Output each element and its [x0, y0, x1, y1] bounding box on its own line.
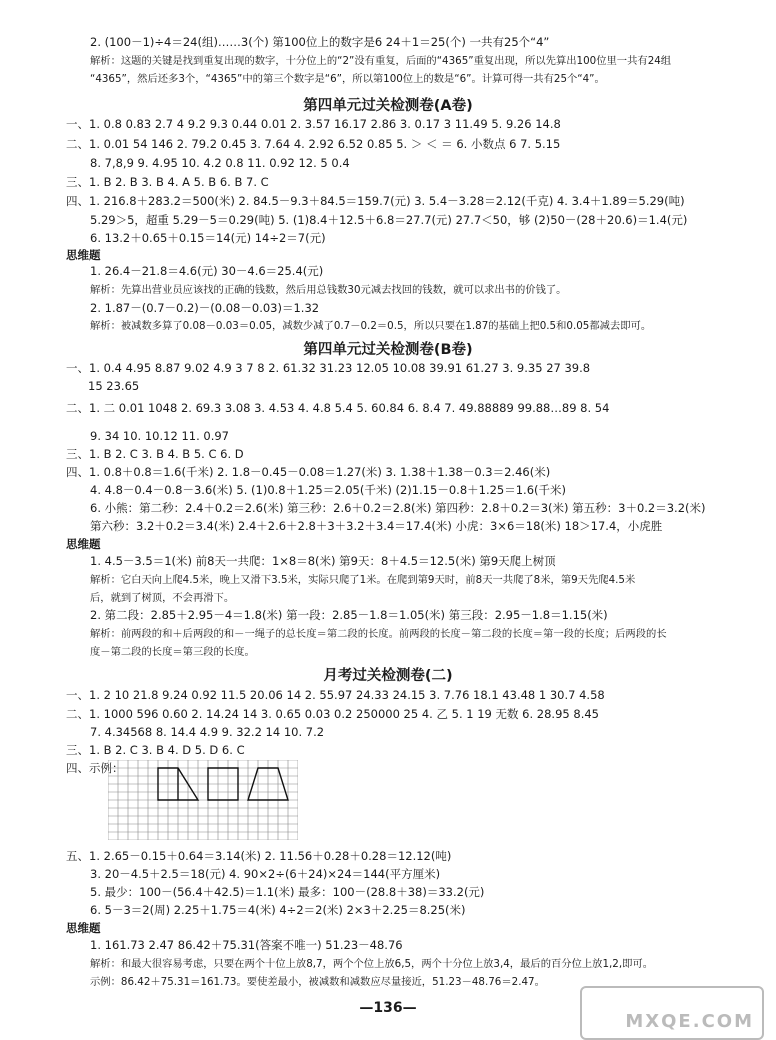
- analysis-line: 解析：被减数多算了0.08－0.03＝0.05，减数少减了0.7－0.2＝0.5，所以只要在1.87的基础上把0.5和0.05都减去即可。: [90, 320, 652, 332]
- subsection-title: 思维题: [66, 537, 101, 551]
- answer-line: 一、1. 0.8 0.83 2.7 4 9.2 9.3 0.44 0.01 2. 3.57 16.17 2.86 3. 0.17 3 11.49 5. 9.26 14.8: [66, 117, 561, 131]
- analysis-line: 度－第二段的长度＝第三段的长度。: [90, 646, 255, 658]
- answer-line: 四、示例：: [66, 761, 124, 775]
- answer-line: 四、1. 216.8＋283.2＝500(米) 2. 84.5－9.3＋84.5＝159.7(元) 3. 5.4－3.28＝2.12(千克) 4. 3.4＋1.89＝5.29(吨): [66, 194, 685, 208]
- answer-line: 三、1. B 2. C 3. B 4. D 5. D 6. C: [66, 743, 245, 757]
- answer-line: 6. 5－3＝2(周) 2.25＋1.75＝4(米) 4÷2＝2(米) 2×3＋2.25＝8.25(米): [90, 903, 466, 917]
- answer-line: 3. 20－4.5＋2.5＝18(元) 4. 90×2÷(6＋24)×24＝144(平方厘米): [90, 867, 441, 881]
- subsection-title: 思维题: [66, 921, 101, 935]
- answer-line: 四、1. 0.8＋0.8＝1.6(千米) 2. 1.8－0.45－0.08＝1.27(米) 3. 1.38＋1.38－0.3＝2.46(米): [66, 465, 551, 479]
- answer-line: 1. 26.4－21.8＝4.6(元) 30－4.6＝25.4(元): [90, 264, 324, 278]
- analysis-line: 解析：先算出营业员应该找的正确的钱数，然后用总钱数30元减去找回的钱数，就可以求出书的价钱了。: [90, 284, 567, 296]
- answer-line: 7. 4.34568 8. 14.4 4.9 9. 32.2 14 10. 7.2: [90, 725, 325, 739]
- analysis-line: 解析：前两段的和＋后两段的和－一绳子的总长度＝第二段的长度。前两段的长度－第二段的长度＝第一段的长度；后两段的长: [90, 628, 667, 640]
- watermark-logo: [580, 986, 764, 1040]
- answer-line: 一、1. 0.4 4.95 8.87 9.02 4.9 3 7 8 2. 61.32 31.23 12.05 10.08 39.91 61.27 3. 9.35 27 39.8: [66, 361, 591, 375]
- analysis-line: 示例：86.42＋75.31＝161.73。要使差最小，被减数和减数应尽量接近，51.23－48.76＝2.47。: [90, 976, 545, 988]
- answer-line: 二、1. 0.01 54 146 2. 79.2 0.45 3. 7.64 4. 2.92 6.52 0.85 5. ＞ ＜ ＝ 6. 小数点 6 7. 5.15: [66, 137, 561, 151]
- section-heading: 月考过关检测卷(二): [323, 668, 453, 684]
- answer-line: 一、1. 2 10 21.8 9.24 0.92 11.5 20.06 14 2. 55.97 24.33 24.15 3. 7.76 18.1 43.48 1 30.7 4.58: [66, 688, 605, 702]
- grid-diagram: [108, 760, 298, 840]
- section-heading: 第四单元过关检测卷(A卷): [303, 98, 473, 114]
- answer-line: 6. 13.2＋0.65＋0.15＝14(元) 14÷2＝7(元): [90, 231, 326, 245]
- section-heading: 第四单元过关检测卷(B卷): [303, 342, 473, 358]
- answer-line: 2. 1.87－(0.7－0.2)－(0.08－0.03)＝1.32: [90, 301, 320, 315]
- analysis-line: 解析：它白天向上爬4.5米，晚上又滑下3.5米，实际只爬了1米。在爬到第9天时，前8天一共爬了8米，第9天先爬4.5米: [90, 574, 636, 586]
- answer-line: 2. 第二段：2.85＋2.95－4＝1.8(米) 第一段：2.85－1.8＝1.05(米) 第三段：2.95－1.8＝1.15(米): [90, 608, 608, 622]
- answer-line: 6. 小熊：第二秒：2.4＋0.2＝2.6(米) 第三秒：2.6＋0.2＝2.8(米) 第四秒：2.8＋0.2＝3(米) 第五秒：3＋0.2＝3.2(米): [90, 501, 706, 515]
- answer-line: 第六秒：3.2＋0.2＝3.4(米) 2.4＋2.6＋2.8＋3＋3.2＋3.4＝17.4(米) 小虎：3×6＝18(米) 18＞17.4，小虎胜: [90, 519, 663, 533]
- answer-line: 5.29＞5，超重 5.29－5＝0.29(吨) 5. (1)8.4＋12.5＋6.8＝27.7(元) 27.7＜50，够 (2)50－(28＋20.6)＝1.4(元): [90, 213, 688, 227]
- answer-line: 二、1. 1000 596 0.60 2. 14.24 14 3. 0.65 0.03 0.2 250000 25 4. 乙 5. 1 19 无数 6. 28.95 8.45: [66, 707, 599, 721]
- analysis-line: 解析：和最大很容易考虑，只要在两个十位上放8,7，两个个位上放6,5，两个十分位上放3,4，最后的百分位上放1,2,即可。: [90, 958, 654, 970]
- answer-line: 15 23.65: [88, 379, 140, 393]
- answer-line: 5. 最少：100－(56.4＋42.5)＝1.1(米) 最多：100－(28.8＋38)＝33.2(元): [90, 885, 485, 899]
- answer-line: 三、1. B 2. B 3. B 4. A 5. B 6. B 7. C: [66, 175, 269, 189]
- answer-line: 五、1. 2.65－0.15＋0.64＝3.14(米) 2. 11.56＋0.28＋0.28＝12.12(吨): [66, 849, 452, 863]
- analysis-line: “4365”，然后还多3个，“4365”中的第三个数字是“6”，所以第100位上的数是“6”。计算可得一共有25个“4”。: [90, 73, 605, 85]
- line: 2. (100－1)÷4＝24(组)……3(个) 第100位上的数字是6 24＋1＝25(个) 一共有25个“4”: [90, 35, 550, 49]
- answer-line: 1. 161.73 2.47 86.42＋75.31(答案不唯一) 51.23－48.76: [90, 938, 403, 952]
- analysis-line: 后，就到了树顶，不会再滑下。: [90, 592, 235, 604]
- subsection-title: 思维题: [66, 248, 101, 262]
- page-number: —136—: [359, 1000, 417, 1016]
- answer-line: 三、1. B 2. C 3. B 4. B 5. C 6. D: [66, 447, 244, 461]
- answer-line: 1. 4.5－3.5＝1(米) 前8天一共爬：1×8＝8(米) 第9天：8＋4.5＝12.5(米) 第9天爬上树顶: [90, 554, 556, 568]
- answer-line: 4. 4.8－0.4－0.8－3.6(米) 5. (1)0.8＋1.25＝2.05(千米) (2)1.15－0.8＋1.25＝1.6(千米): [90, 483, 567, 497]
- answer-line: 二、1. 二 0.01 1048 2. 69.3 3.08 3. 4.53 4. 4.8 5.4 5. 60.84 6. 8.4 7. 49.88889 99.88…89 8. 54: [66, 401, 610, 415]
- answer-line: 9. 34 10. 10.12 11. 0.97: [90, 429, 229, 443]
- watermark-text: MXQE.COM: [625, 1011, 754, 1032]
- analysis-line: 解析：这题的关键是找到重复出现的数字，十分位上的“2”没有重复，后面的“4365”重复出现，所以先算出100位里一共有24组: [90, 55, 672, 67]
- answer-line: 8. 7,8,9 9. 4.95 10. 4.2 0.8 11. 0.92 12. 5 0.4: [90, 156, 350, 170]
